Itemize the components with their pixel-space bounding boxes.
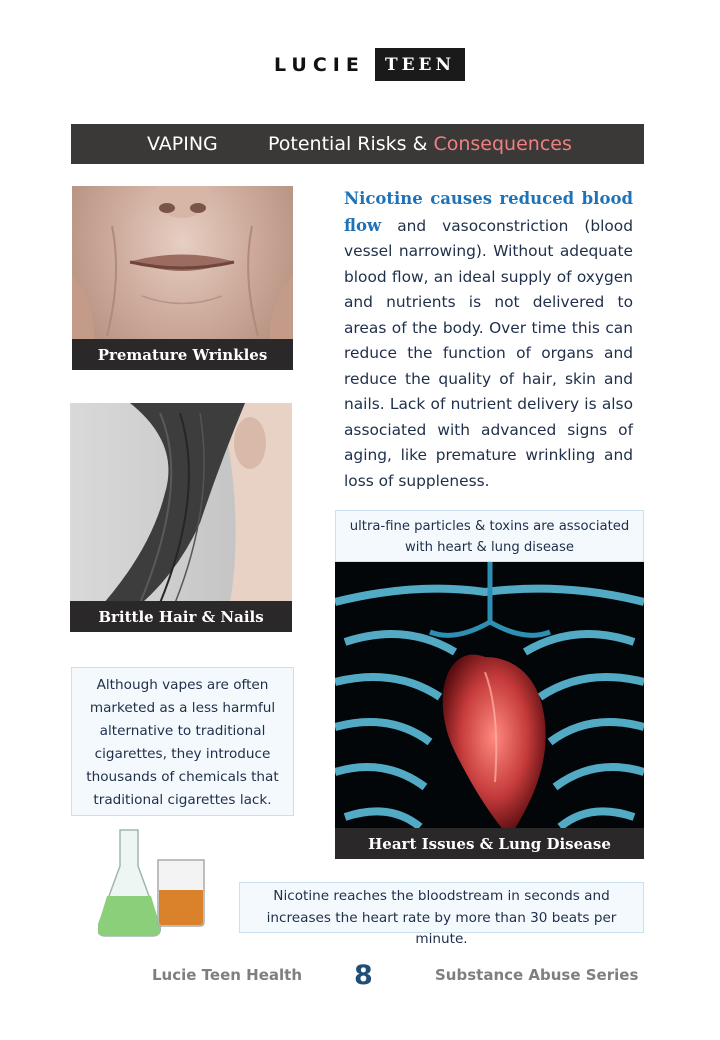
footer-left: Lucie Teen Health — [152, 966, 302, 984]
page-number: 8 — [354, 960, 373, 991]
footer-right: Substance Abuse Series — [435, 966, 639, 984]
paragraph-body: and vasoconstriction (blood vessel narrowing). Without adequate blood flow, an ideal supply of oxygen and nutrients is not delivered to areas of the body. Over time this can reduce the function of organs and reduce the quality of hair, skin and nails. Lack of nutrient delivery is also associated with advanced signs of aging, like premature wrinkling and loss of suppleness. — [344, 216, 633, 490]
hair-caption: Brittle Hair & Nails — [70, 601, 292, 632]
logo-lucie: LUCIE — [274, 54, 365, 76]
hair-photo — [70, 403, 292, 632]
banner-topic: VAPING — [147, 133, 218, 155]
particles-box: ultra-fine particles & toxins are associated with heart & lung disease — [335, 510, 644, 562]
vapes-info-box: Although vapes are often marketed as a less harmful alternative to traditional cigarettes, they introduce thousands of chemicals that traditional cigarettes lack. — [71, 667, 294, 816]
wrinkles-caption: Premature Wrinkles — [72, 339, 293, 370]
nicotine-info-box: Nicotine reaches the bloodstream in seconds and increases the heart rate by more than 30 beats per minute. — [239, 882, 644, 933]
hair-image — [70, 403, 292, 632]
flasks-icon — [98, 826, 210, 940]
paragraph-lead: Nicotine causes reduced blood flow — [344, 189, 633, 235]
banner-title-accent: Consequences — [433, 133, 572, 155]
banner-title — [268, 133, 572, 155]
main-paragraph — [344, 186, 633, 494]
heart-lungs-image — [335, 562, 644, 859]
banner-title-main: Potential Risks & — [268, 133, 428, 155]
title-banner — [71, 124, 644, 164]
logo-teen: TEEN — [375, 48, 465, 81]
heart-photo — [335, 562, 644, 859]
wrinkles-photo — [72, 186, 293, 370]
heart-caption: Heart Issues & Lung Disease — [335, 828, 644, 859]
